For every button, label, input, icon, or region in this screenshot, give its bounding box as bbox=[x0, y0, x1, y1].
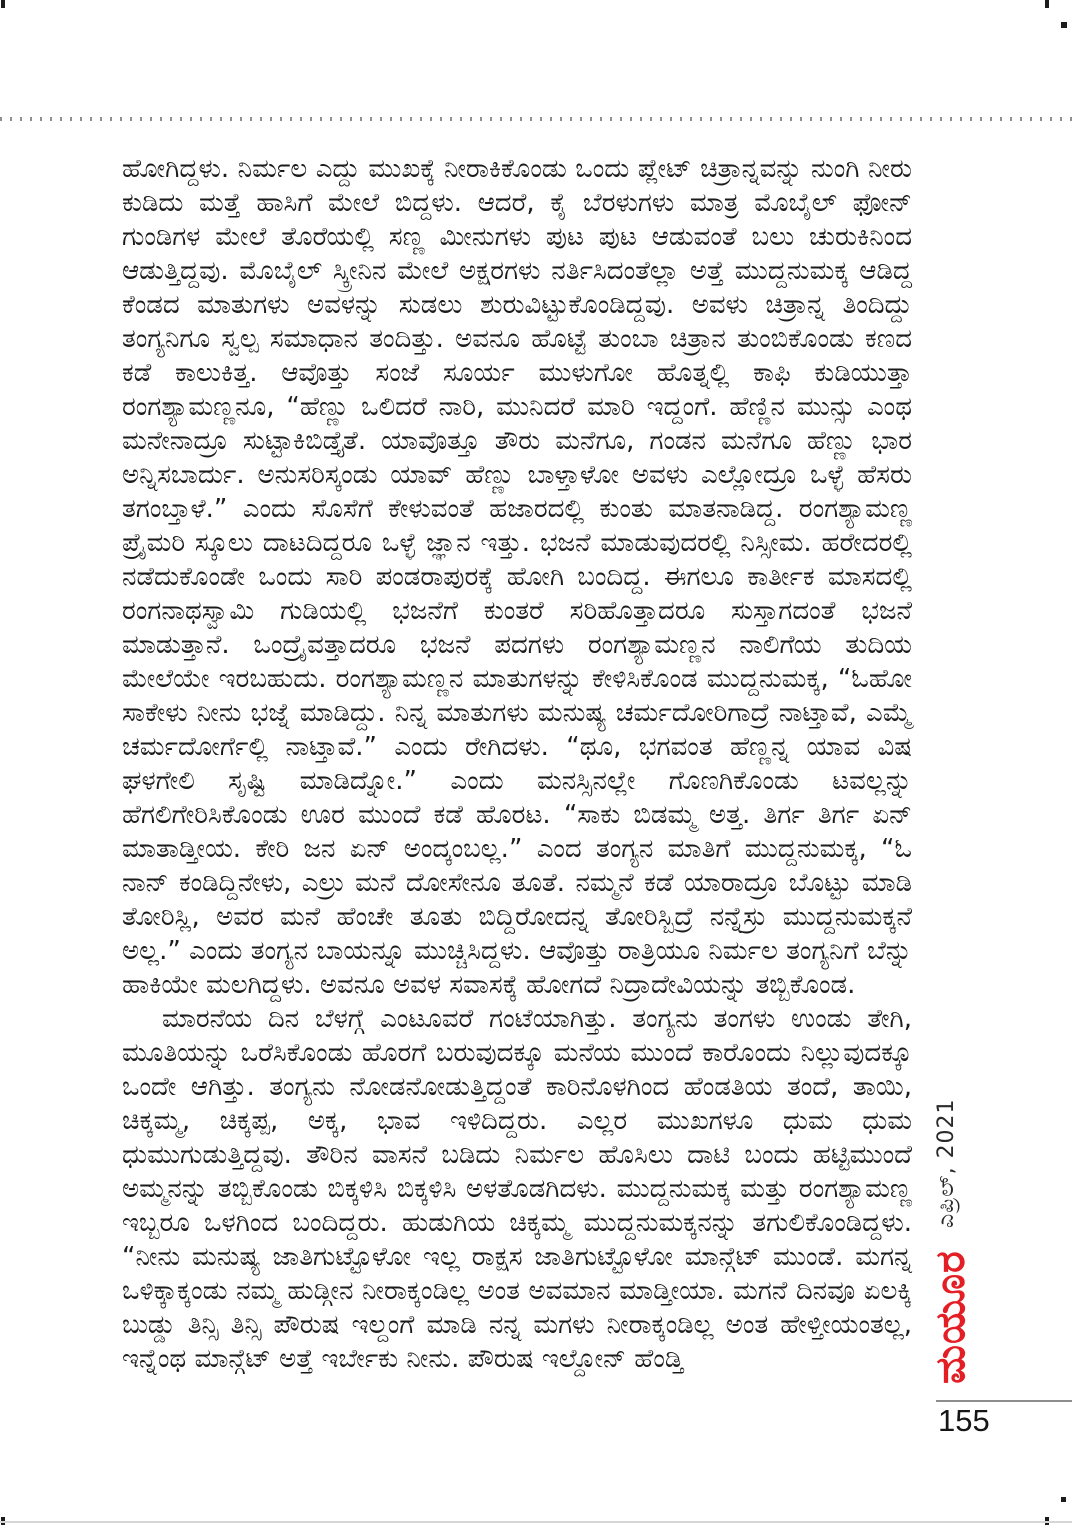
issue-date-vertical-label: ಎಪ್ರಿಲ್, 2021 bbox=[934, 1098, 959, 1228]
print-mark-top-left bbox=[1, 0, 5, 8]
page-number: 155 bbox=[938, 1403, 990, 1438]
print-mark-top-right bbox=[1045, 0, 1049, 8]
header-dotted-rule bbox=[0, 117, 1072, 121]
story-paragraph: ಮಾರನೆಯ ದಿನ ಬೆಳಗ್ಗೆ ಎಂಟೂವರೆ ಗಂಟೆಯಾಗಿತ್ತು. ತಂಗ್ಯನು ತಂಗಳು ಉಂಡು ತೇಗಿ, ಮೂತಿಯನ್ನು ಒರೆಸಿಕೊಂಡು ಹೊರಗೆ ಬರುವುದಕ್ಕೂ ಮನೆಯ ಮುಂದೆ ಕಾರೊಂದು ನಿಲ್ಲುವುದಕ್ಕೂ ಒಂದೇ ಆಗಿತ್ತು. ತಂಗ್ಯನು ನೋಡನೋಡುತ್ತಿದ್ದಂತೆ ಕಾರಿನೊಳಗಿಂದ ಹೆಂಡತಿಯ ತಂದೆ, ತಾಯಿ, ಚಿಕ್ಕಮ್ಮ, ಚಿಕ್ಕಪ್ಪ, ಅಕ್ಕ, ಭಾವ ಇಳಿದಿದ್ದರು. ಎಲ್ಲರ ಮುಖಗಳೂ ಧುಮ ಧುಮ ಧುಮುಗುಡುತ್ತಿದ್ದವು. ತೌರಿನ ವಾಸನೆ ಬಡಿದು ನಿರ್ಮಲ ಹೊಸಿಲು ದಾಟಿ ಬಂದು ಹಟ್ಟಿಮುಂದೆ ಅಮ್ಮನನ್ನು ತಬ್ಬಿಕೊಂಡು ಬಿಕ್ಕಳಿಸಿ ಬಿಕ್ಕಳಿಸಿ ಅಳತೊಡಗಿದಳು. ಮುದ್ದನುಮಕ್ಕ ಮತ್ತು ರಂಗಶ್ಯಾಮಣ್ಣ ಇಬ್ಬರೂ ಒಳಗಿಂದ ಬಂದಿದ್ದರು. ಹುಡುಗಿಯ ಚಿಕ್ಕಮ್ಮ ಮುದ್ದನುಮಕ್ಕನನ್ನು ತಗುಲಿಕೊಂಡಿದ್ದಳು. “ನೀನು ಮನುಷ್ಯ ಜಾತಿಗುಟ್ಟೊಳೋ ಇಲ್ಲ ರಾಕ್ಷಸ ಜಾತಿಗುಟ್ಟೊಳೋ ಮಾನ್ಗೆಟ್ ಮುಂಡೆ. ಮಗನ್ನ ಒಳಿಕ್ಕಾಕ್ಕಂಡು ನಮ್ಮ ಹುಡ್ಗೀನ ನೀರಾಕ್ಕಂಡಿಲ್ಲ ಅಂತ ಅವಮಾನ ಮಾಡ್ತೀಯಾ. ಮಗನೆ ದಿನವೂ ಏಲಕ್ಕಿ ಬುಡ್ಡು ತಿನ್ಸಿ ತಿನ್ಸಿ ಪೌರುಷ ಇಲ್ದಂಗೆ ಮಾಡಿ ನನ್ನ ಮಗಳು ನೀರಾಕ್ಕಂಡಿಲ್ಲ ಅಂತ ಹೇಳ್ತೀಯಂತಲ್ಲ, ಇನ್ನೆಂಥ ಮಾನ್ಗೆಟ್ ಅತ್ತೆ ಇರ್ಬೇಕು ನೀನು. ಪೌರುಷ ಇಲ್ದೋನ್ ಹೆಂಡ್ತಿ bbox=[122, 1004, 912, 1374]
page-number-rule bbox=[936, 1400, 1072, 1402]
print-mark-right-square bbox=[1061, 22, 1067, 28]
story-text-block bbox=[122, 152, 912, 1376]
magazine-name-vertical-label: ಮಯೂರ bbox=[926, 1250, 974, 1384]
story-paragraph: ಹೋಗಿದ್ದಳು. ನಿರ್ಮಲ ಎದ್ದು ಮುಖಕ್ಕೆ ನೀರಾಕಿಕೊಂಡು ಒಂದು ಪ್ಲೇಟ್ ಚಿತ್ರಾನ್ನವನ್ನು ನುಂಗಿ ನೀರು ಕುಡಿದು ಮತ್ತೆ ಹಾಸಿಗೆ ಮೇಲೆ ಬಿದ್ದಳು. ಆದರೆ, ಕೈ ಬೆರಳುಗಳು ಮಾತ್ರ ಮೊಬೈಲ್ ಫೋನ್ ಗುಂಡಿಗಳ ಮೇಲೆ ತೊರೆಯಲ್ಲಿ ಸಣ್ಣ ಮೀನುಗಳು ಪುಟ ಪುಟ ಆಡುವಂತೆ ಬಲು ಚುರುಕಿನಿಂದ ಆಡುತ್ತಿದ್ದವು. ಮೊಬೈಲ್ ಸ್ಕ್ರೀನಿನ ಮೇಲೆ ಅಕ್ಷರಗಳು ನರ್ತಿಸಿದಂತೆಲ್ಲಾ ಅತ್ತೆ ಮುದ್ದನುಮಕ್ಕ ಆಡಿದ್ದ ಕೆಂಡದ ಮಾತುಗಳು ಅವಳನ್ನು ಸುಡಲು ಶುರುವಿಟ್ಟುಕೊಂಡಿದ್ದವು. ಅವಳು ಚಿತ್ರಾನ್ನ ತಿಂದಿದ್ದು ತಂಗ್ಯನಿಗೂ ಸ್ವಲ್ಪ ಸಮಾಧಾನ ತಂದಿತ್ತು. ಅವನೂ ಹೊಟ್ಟೆ ತುಂಬಾ ಚಿತ್ರಾನ ತುಂಬಿಕೊಂಡು ಕಣದ ಕಡೆ ಕಾಲುಕಿತ್ತ. ಆವೊತ್ತು ಸಂಜೆ ಸೂರ್ಯ ಮುಳುಗೋ ಹೊತ್ನಲ್ಲಿ ಕಾಫಿ ಕುಡಿಯುತ್ತಾ ರಂಗಶ್ಯಾಮಣ್ಣನೂ, “ಹೆಣ್ಣು ಒಲಿದರೆ ನಾರಿ, ಮುನಿದರೆ ಮಾರಿ ಇದ್ದಂಗೆ. ಹೆಣ್ಣಿನ ಮುನ್ಸು ಎಂಥ ಮನೇನಾದ್ರೂ ಸುಟ್ಟಾಕಿಬಿಡ್ತೈತೆ. ಯಾವೊತ್ತೂ ತೌರು ಮನೆಗೂ, ಗಂಡನ ಮನೆಗೂ ಹೆಣ್ಣು ಭಾರ ಅನ್ನಿಸಬಾರ್ದು. ಅನುಸರಿಸ್ಕಂಡು ಯಾವ್ ಹೆಣ್ಣು ಬಾಳ್ತಾಳೋ ಅವಳು ಎಲ್ಲೋದ್ರೂ ಒಳ್ಳೆ ಹೆಸರು ತಗಂಬ್ತಾಳೆ.” ಎಂದು ಸೊಸೆಗೆ ಕೇಳುವಂತೆ ಹಜಾರದಲ್ಲಿ ಕುಂತು ಮಾತನಾಡಿದ್ದ. ರಂಗಶ್ಯಾಮಣ್ಣ ಪ್ರೈಮರಿ ಸ್ಕೂಲು ದಾಟದಿದ್ದರೂ ಒಳ್ಳೆ ಜ್ಞಾನ ಇತ್ತು. ಭಜನೆ ಮಾಡುವುದರಲ್ಲಿ ನಿಸ್ಸೀಮ. ಹರೇದರಲ್ಲಿ ನಡೆದುಕೊಂಡೇ ಒಂದು ಸಾರಿ ಪಂಡರಾಪುರಕ್ಕೆ ಹೋಗಿ ಬಂದಿದ್ದ. ಈಗಲೂ ಕಾರ್ತೀಕ ಮಾಸದಲ್ಲಿ ರಂಗನಾಥಸ್ವಾಮಿ ಗುಡಿಯಲ್ಲಿ ಭಜನೆಗೆ ಕುಂತರೆ ಸರಿಹೊತ್ತಾದರೂ ಸುಸ್ತಾಗದಂತೆ ಭಜನೆ ಮಾಡುತ್ತಾನೆ. ಒಂದ್ರೈವತ್ತಾದರೂ ಭಜನೆ ಪದಗಳು ರಂಗಶ್ಯಾಮಣ್ಣನ ನಾಲಿಗೆಯ ತುದಿಯ ಮೇಲೆಯೇ ಇರಬಹುದು. ರಂಗಶ್ಯಾಮಣ್ಣನ ಮಾತುಗಳನ್ನು ಕೇಳಿಸಿಕೊಂಡ ಮುದ್ದನುಮಕ್ಕ, “ಓಹೋ ಸಾಕೇಳು ನೀನು ಭಜ್ನೆ ಮಾಡಿದ್ದು. ನಿನ್ನ ಮಾತುಗಳು ಮನುಷ್ಯ ಚರ್ಮದೋರಿಗಾದ್ರೆ ನಾಟ್ತಾವೆ, ಎಮ್ಮೆ ಚರ್ಮದೋರ್ಗೆಲ್ಲಿ ನಾಟ್ತಾವೆ.” ಎಂದು ರೇಗಿದಳು. “ಥೂ, ಭಗವಂತ ಹೆಣ್ಣನ್ನ ಯಾವ ವಿಷ ಘಳಗೇಲಿ ಸೃಷ್ಟಿ ಮಾಡಿದ್ನೋ.” ಎಂದು ಮನಸ್ಸಿನಲ್ಲೇ ಗೊಣಗಿಕೊಂಡು ಟವಲ್ಲನ್ನು ಹೆಗಲಿಗೇರಿಸಿಕೊಂಡು ಊರ ಮುಂದೆ ಕಡೆ ಹೊರಟ. “ಸಾಕು ಬಿಡಮ್ಮ ಅತ್ತ. ತಿರ್ಗ ತಿರ್ಗ ಏನ್ ಮಾತಾಡ್ತೀಯ. ಕೇರಿ ಜನ ಏನ್ ಅಂದ್ಕಂಬಲ್ಲ.” ಎಂದ ತಂಗ್ಯನ ಮಾತಿಗೆ ಮುದ್ದನುಮಕ್ಕ, “ಓ ನಾನ್ ಕಂಡಿದ್ದಿನೇಳು, ಎಲ್ರು ಮನೆ ದೋಸೇನೂ ತೂತೆ. ನಮ್ಮನೆ ಕಡೆ ಯಾರಾದ್ರೂ ಬೊಟ್ಟು ಮಾಡಿ ತೋರಿಸ್ಲಿ, ಅವರ ಮನೆ ಹೆಂಚೇ ತೂತು ಬಿದ್ದಿರೋದನ್ನ ತೋರಿಸ್ಬಿದ್ರೆ ನನ್ನೆಸ್ರು ಮುದ್ದನುಮಕ್ಕನೆ ಅಲ್ಲ.” ಎಂದು ತಂಗ್ಯನ ಬಾಯನ್ನೂ ಮುಚ್ಚಿಸಿದ್ದಳು. ಆವೊತ್ತು ರಾತ್ರಿಯೂ ನಿರ್ಮಲ ತಂಗ್ಯನಿಗೆ ಬೆನ್ನು ಹಾಕಿಯೇ ಮಲಗಿದ್ದಳು. ಅವನೂ ಅವಳ ಸವಾಸಕ್ಕೆ ಹೋಗದೆ ನಿದ್ರಾದೇವಿಯನ್ನು ತಬ್ಬಿಕೊಂಡ. bbox=[122, 154, 912, 1000]
bottom-edge-line bbox=[0, 1521, 1072, 1523]
print-mark-right-dot bbox=[1061, 1497, 1066, 1502]
